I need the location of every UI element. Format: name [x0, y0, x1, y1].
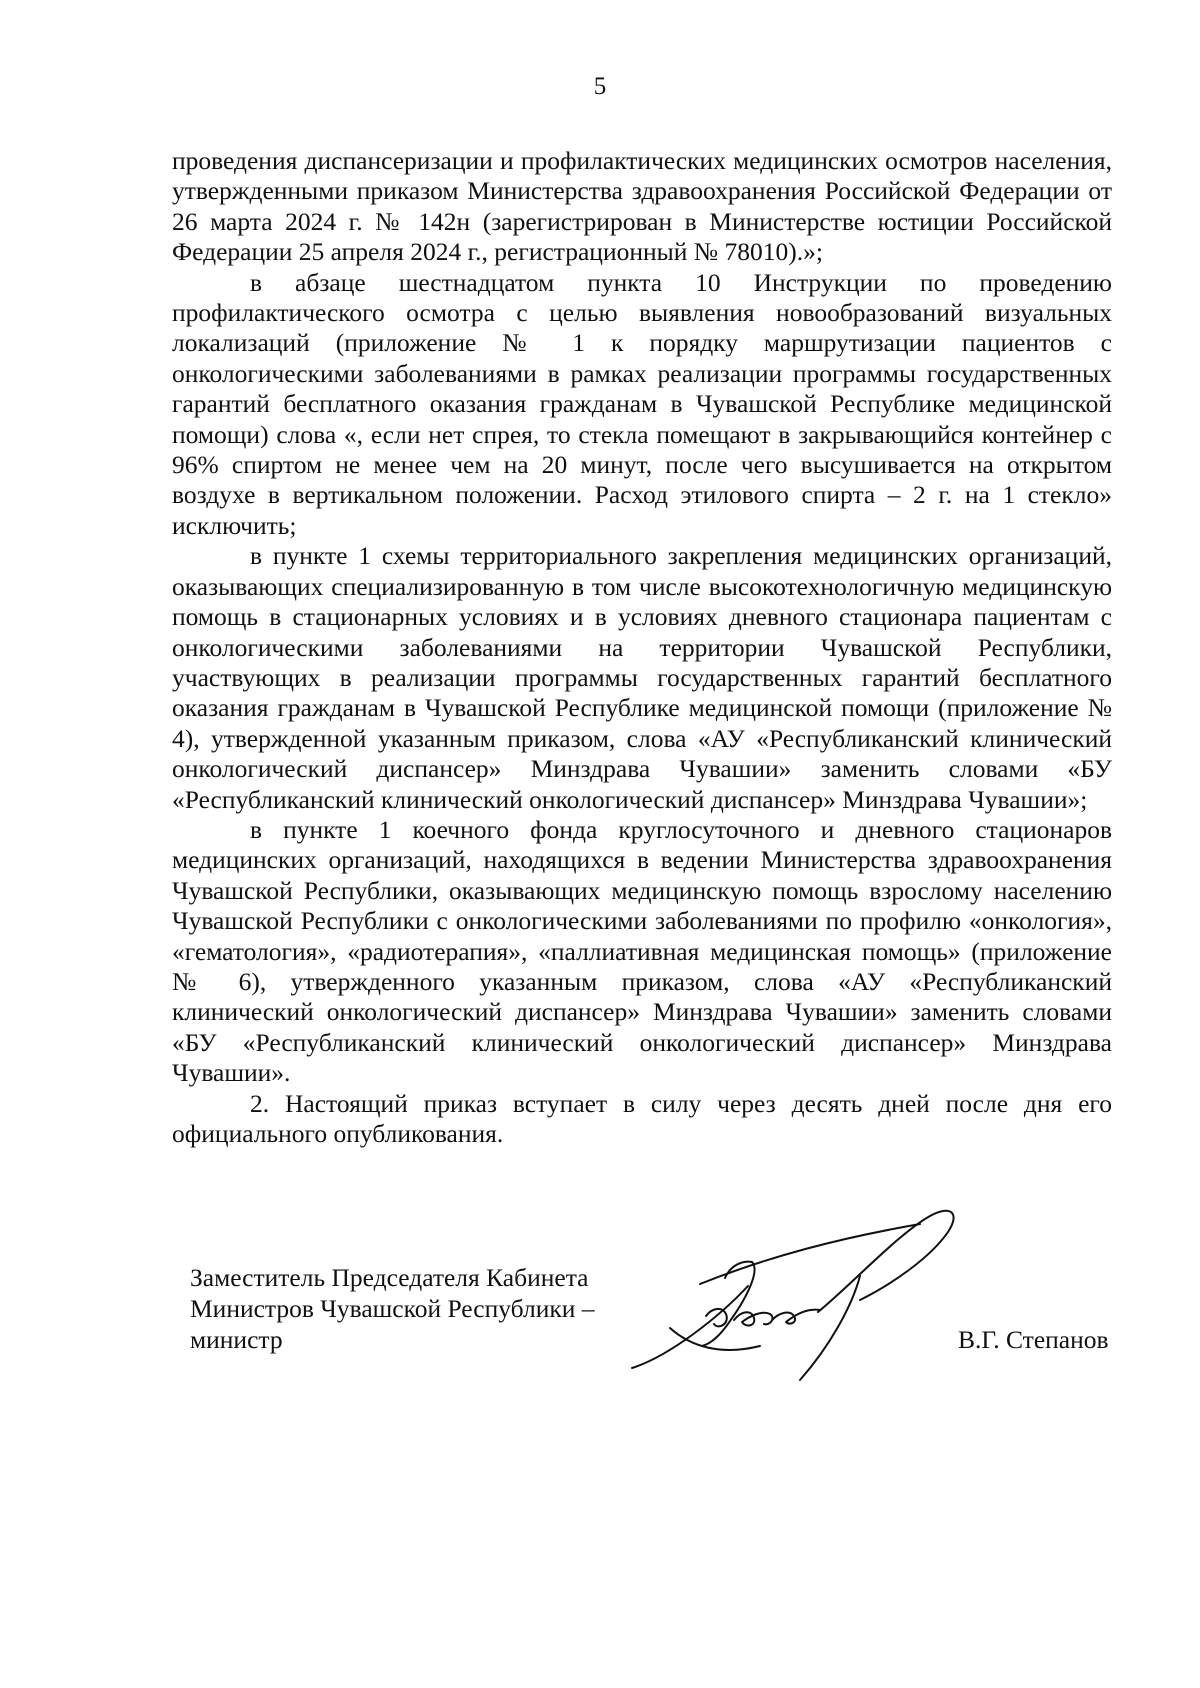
paragraph-continuation: проведения диспансеризации и профилактических медицинских осмотров населения, утвержденными приказом Министерства здравоохранения Российской Федерации от 26 марта 2024 г. № 142н (зарегистрирован в Министерстве юстиции Российской Федерации 25 апреля 2024 г., регистрационный № 78010).»;: [172, 146, 1112, 267]
handwritten-signature: [630, 1196, 1030, 1396]
paragraph-amendment-bed-fund: в пункте 1 коечного фонда круглосуточного и дневного стационаров медицинских организаций, находящихся в ведении Министерства здравоохранения Чувашской Республики, оказывающих медицинскую помощь взрослому населению Чувашской Республики с онкологическими заболеваниями по профилю «онкология», «гематология», «радиотерапия», «паллиативная медицинская помощь» (приложение № 6), утвержденного указанным приказом, слова «АУ «Республиканский клинический онкологический диспансер» Минздрава Чувашии» заменить словами «БУ «Республиканский клинический онкологический диспансер» Минздрава Чувашии».: [172, 814, 1112, 1088]
document-body: [172, 146, 1112, 1149]
paragraph-amendment-scheme: в пункте 1 схемы территориального закрепления медицинских организаций, оказывающих специализированную в том числе высокотехнологичную медицинскую помощь в стационарных условиях и в условиях дневного стационара пациентам с онкологическими заболеваниями на территории Чувашской Республики, участвующих в реализации программы государственных гарантий бесплатного оказания гражданам в Чувашской Республике медицинской помощи (приложение № 4), утвержденной указанным приказом, слова «АУ «Республиканский клинический онкологический диспансер» Минздрава Чувашии» заменить словами «БУ «Республиканский клинический онкологический диспансер» Минздрава Чувашии»;: [172, 541, 1112, 814]
paragraph-effective-date: 2. Настоящий приказ вступает в силу через десять дней после дня его официального опубликования.: [172, 1088, 1112, 1148]
signatory-name: В.Г. Степанов: [958, 1325, 1109, 1354]
page-number: 5: [593, 73, 607, 100]
signatory-title-line-3: министр: [190, 1325, 283, 1354]
signatory-title-line-2: Министров Чувашской Республики –: [190, 1294, 595, 1323]
signatory-title: [190, 1262, 595, 1355]
signatory-title-line-1: Заместитель Председателя Кабинета: [190, 1263, 589, 1292]
paragraph-amendment-instruction: в абзаце шестнадцатом пункта 10 Инструкции по проведению профилактического осмотра с целью выявления новообразований визуальных локализаций (приложение № 1 к порядку маршрутизации пациентов с онкологическими заболеваниями в рамках реализации программы государственных гарантий бесплатного оказания гражданам в Чувашской Республике медицинской помощи) слова «, если нет спрея, то стекла помещают в закрывающийся контейнер с 96% спиртом не менее чем на 20 минут, после чего высушивается на открытом воздухе в вертикальном положении. Расход этилового спирта – 2 г. на 1 стекло» исключить;: [172, 267, 1112, 540]
